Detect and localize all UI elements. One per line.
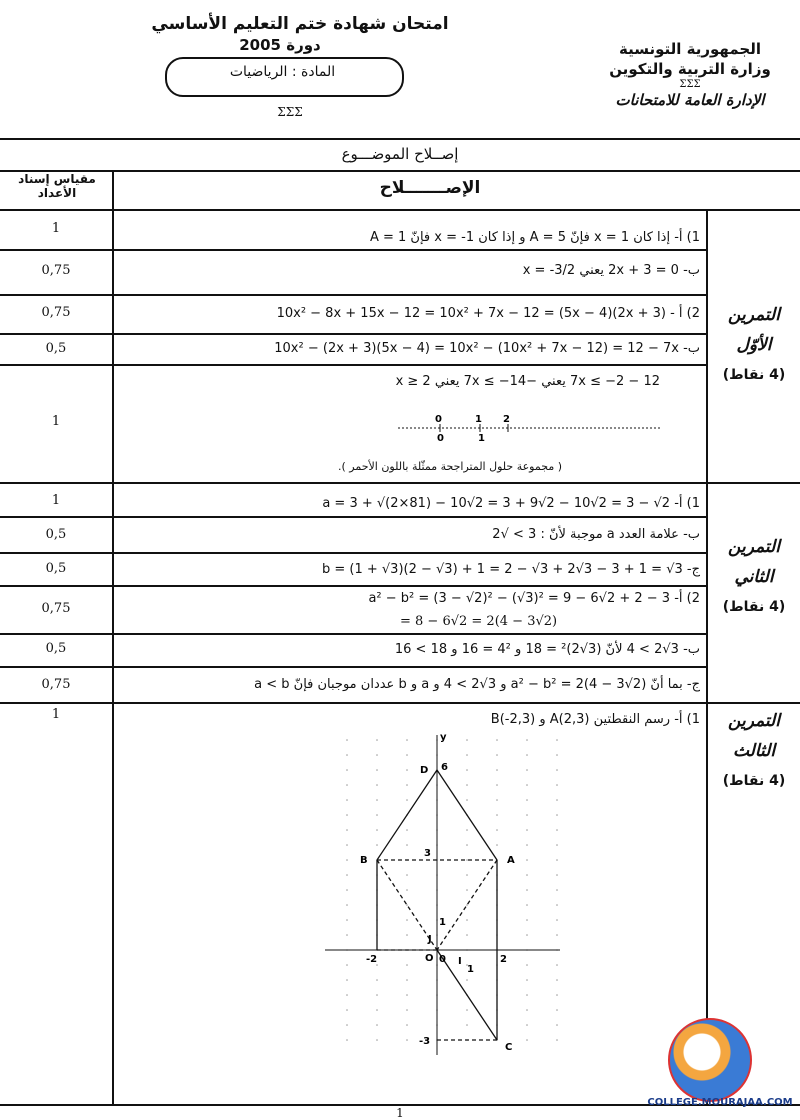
grid-dot bbox=[346, 799, 348, 801]
exam-title: امتحان شهادة ختم التعليم الأساسي bbox=[151, 14, 449, 34]
point-O-label: O bbox=[425, 953, 434, 964]
page-number: 1 bbox=[396, 1106, 404, 1120]
ex1-label bbox=[712, 300, 796, 390]
grid-dot bbox=[406, 784, 408, 786]
grid-dot bbox=[466, 829, 468, 831]
ex2-row-line bbox=[0, 552, 706, 554]
axis-y-label: y bbox=[440, 732, 447, 743]
stars-left: ΣΣΣ bbox=[277, 105, 303, 119]
grid-dot bbox=[406, 919, 408, 921]
grid-dot bbox=[376, 994, 378, 996]
ex1-row-line bbox=[0, 294, 706, 296]
grid-dot bbox=[526, 739, 528, 741]
tick-label: 3 bbox=[424, 848, 431, 859]
grid-dot bbox=[406, 994, 408, 996]
grid-dot bbox=[376, 799, 378, 801]
ex2-label bbox=[712, 532, 796, 622]
grid-dot bbox=[466, 889, 468, 891]
grid-dot bbox=[406, 964, 408, 966]
grid-dot bbox=[556, 814, 558, 816]
watermark-logo bbox=[668, 1018, 752, 1102]
grid-dot bbox=[526, 829, 528, 831]
point-B-label: B bbox=[360, 855, 368, 866]
ex1-bottom-line bbox=[0, 482, 800, 484]
ex1-line: ب- 10x² − (2x + 3)(5x − 4) = 10x² − (10x² + 7x − 12) = 12 − 7x bbox=[274, 341, 700, 356]
grid-dot bbox=[346, 784, 348, 786]
subject-label: المادة : الرياضيات bbox=[229, 64, 336, 80]
grid-dot bbox=[466, 934, 468, 936]
administration-name: الإدارة العامة للامتحانات bbox=[615, 91, 765, 109]
grid-dot bbox=[346, 739, 348, 741]
grid-dot bbox=[556, 979, 558, 981]
ex1-score: 0,75 bbox=[41, 263, 71, 278]
grid-dot bbox=[406, 1039, 408, 1041]
grid-dot bbox=[376, 1024, 378, 1026]
ex3-label bbox=[712, 706, 796, 796]
grid-dot bbox=[346, 919, 348, 921]
ex2-row-line bbox=[0, 633, 706, 635]
ex2-line: ج- بما أنّ a² − b² = 2(4 − 3√2) و 3√2 > 4 و a و b عددان موجبان فإنّ a < b bbox=[254, 677, 700, 692]
grid-dot bbox=[556, 754, 558, 756]
point-D-label: D bbox=[420, 765, 429, 776]
ex1-line: 1) أ- إذا كان x = 1 فإنّ A = 5 و إذا كان x = -1 فإنّ A = 1 bbox=[369, 230, 700, 245]
tick-label: 6 bbox=[441, 762, 448, 773]
grid-dot bbox=[466, 799, 468, 801]
grid-dot bbox=[406, 1009, 408, 1011]
ex1-note: ( مجموعة حلول المتراجحة ممثّلة باللون الأحمر ). bbox=[337, 460, 562, 473]
grid-dot bbox=[346, 874, 348, 876]
ex1-score: 1 bbox=[51, 414, 61, 429]
scale-column-divider bbox=[112, 170, 114, 1105]
grid-dot bbox=[376, 1039, 378, 1041]
grid-dot bbox=[556, 799, 558, 801]
ex3-points: (4 نقاط) bbox=[722, 773, 786, 789]
ex2-line: = 8 − 6√2 = 2(4 − 3√2) bbox=[400, 614, 558, 629]
grid-dot bbox=[376, 1009, 378, 1011]
ex2-points: (4 نقاط) bbox=[722, 599, 786, 615]
grid-dot bbox=[346, 889, 348, 891]
grid-dot bbox=[406, 979, 408, 981]
grid-dot bbox=[466, 874, 468, 876]
scale-header: مقياس إسناد الأعداد bbox=[18, 172, 96, 200]
ex3-score: 1 bbox=[51, 707, 61, 722]
grid-dot bbox=[556, 919, 558, 921]
grid-dot bbox=[496, 829, 498, 831]
grid-dot bbox=[406, 754, 408, 756]
correction-header: الإصـــــــلاح bbox=[379, 178, 481, 198]
ex3-title: التمرين الثالث bbox=[728, 711, 780, 761]
grid-dot bbox=[406, 934, 408, 936]
grid-dot bbox=[376, 979, 378, 981]
grid-dot bbox=[346, 964, 348, 966]
grid-dot bbox=[556, 829, 558, 831]
grid-dot bbox=[466, 1024, 468, 1026]
grid-dot bbox=[466, 1009, 468, 1011]
grid-dot bbox=[466, 784, 468, 786]
ex1-number-line bbox=[390, 408, 670, 444]
grid-dot bbox=[556, 1009, 558, 1011]
grid-dot bbox=[556, 904, 558, 906]
grid-dot bbox=[346, 994, 348, 996]
ex2-score: 0,75 bbox=[41, 601, 71, 616]
exam-session: دورة 2005 bbox=[239, 36, 321, 54]
grid-dot bbox=[526, 874, 528, 876]
ex1-points: (4 نقاط) bbox=[722, 367, 786, 383]
republic-name: الجمهورية التونسية bbox=[619, 40, 761, 58]
grid-dot bbox=[556, 889, 558, 891]
grid-dot bbox=[526, 994, 528, 996]
grid-dot bbox=[466, 769, 468, 771]
number-line-label: 1 bbox=[475, 414, 482, 425]
point-A-label: A bbox=[507, 855, 515, 866]
grid-dot bbox=[526, 964, 528, 966]
grid-dot bbox=[526, 754, 528, 756]
grid-dot bbox=[376, 754, 378, 756]
grid-dot bbox=[556, 1039, 558, 1041]
label-column-divider bbox=[706, 209, 708, 1105]
grid-dot bbox=[466, 739, 468, 741]
grid-dot bbox=[526, 904, 528, 906]
grid-dot bbox=[346, 844, 348, 846]
ex1-score: 1 bbox=[51, 221, 61, 236]
document-title: إصــلاح الموضـــوع bbox=[341, 145, 459, 163]
grid-dot bbox=[556, 739, 558, 741]
grid-dot bbox=[556, 859, 558, 861]
grid-dot bbox=[556, 769, 558, 771]
grid-dot bbox=[466, 904, 468, 906]
ex1-line: 12 − 7x ≤ −2 يعني −7x ≤ −14 يعني x ≥ 2 bbox=[395, 374, 660, 389]
grid-dot bbox=[496, 739, 498, 741]
grid-dot bbox=[556, 1024, 558, 1026]
grid-dot bbox=[406, 769, 408, 771]
grid-dot bbox=[556, 784, 558, 786]
grid-dot bbox=[526, 979, 528, 981]
grid-dot bbox=[496, 799, 498, 801]
grid-dot bbox=[466, 979, 468, 981]
grid-dot bbox=[406, 829, 408, 831]
point-I-label: I bbox=[458, 956, 462, 967]
segment-D-B bbox=[377, 770, 437, 860]
grid-dot bbox=[376, 769, 378, 771]
number-line-label: 1 bbox=[478, 433, 485, 444]
grid-dot bbox=[346, 934, 348, 936]
tick-label: -2 bbox=[366, 954, 378, 965]
ex3-figure bbox=[320, 730, 570, 1060]
grid-dot bbox=[406, 904, 408, 906]
grid-dot bbox=[376, 784, 378, 786]
grid-dot bbox=[556, 934, 558, 936]
grid-dot bbox=[406, 1024, 408, 1026]
grid-dot bbox=[496, 844, 498, 846]
grid-dot bbox=[526, 844, 528, 846]
ex2-title: التمرين الثاني bbox=[728, 537, 780, 587]
segment-D-A bbox=[437, 770, 497, 860]
watermark-text: COLLEGE.MOURAJAA.COM bbox=[647, 1097, 793, 1108]
grid-dot bbox=[406, 844, 408, 846]
grid-dot bbox=[556, 844, 558, 846]
rule-header-top bbox=[0, 170, 800, 172]
rule-top bbox=[0, 138, 800, 140]
ex2-score: 1 bbox=[51, 493, 61, 508]
grid-dot bbox=[526, 769, 528, 771]
ex1-score: 0,5 bbox=[45, 341, 67, 356]
tick-label: 1 bbox=[439, 917, 446, 928]
ministry-name: وزارة التربية والتكوين bbox=[609, 60, 771, 78]
tick-label: 2 bbox=[500, 954, 507, 965]
grid-dot bbox=[526, 784, 528, 786]
grid-dot bbox=[526, 919, 528, 921]
grid-dot bbox=[346, 814, 348, 816]
ex2-score: 0,75 bbox=[41, 677, 71, 692]
ex1-line: 2) أ - (2x + 3)(5x − 4) = 10x² − 8x + 15x − 12 = 10x² + 7x − 12 bbox=[276, 306, 700, 321]
grid-dot bbox=[376, 844, 378, 846]
grid-dot bbox=[556, 994, 558, 996]
point-J-label: J bbox=[428, 934, 432, 945]
ex2-score: 0,5 bbox=[45, 641, 67, 656]
grid-dot bbox=[466, 859, 468, 861]
grid-dot bbox=[496, 754, 498, 756]
ex2-line: 1) أ- a = 3 + √(2×81) − 10√2 = 3 + 9√2 − 10√2 = 3 − √2 bbox=[322, 496, 700, 511]
stars-right: ΣΣΣ bbox=[679, 79, 701, 90]
ex2-line: 2) أ- a² − b² = (3 − √2)² − (√3)² = 9 − 6√2 + 2 − 3 bbox=[368, 591, 700, 606]
ex1-line: ب- 2x + 3 = 0 يعني x = -3/2 bbox=[522, 263, 700, 278]
tick-label: -3 bbox=[419, 1036, 431, 1047]
grid-dot bbox=[346, 829, 348, 831]
ex2-score: 0,5 bbox=[45, 561, 67, 576]
ex2-row-line bbox=[0, 585, 706, 587]
tick-label: 1 bbox=[467, 964, 474, 975]
point-C-label: C bbox=[505, 1042, 513, 1053]
ex1-row-line bbox=[0, 333, 706, 335]
grid-dot bbox=[496, 784, 498, 786]
ex1-title: التمرين الأوّل bbox=[728, 305, 780, 355]
grid-dot bbox=[556, 874, 558, 876]
number-line-label: 0 bbox=[435, 414, 442, 425]
grid-dot bbox=[406, 799, 408, 801]
number-line-label: 0 bbox=[437, 433, 444, 444]
grid-dot bbox=[406, 874, 408, 876]
ex1-row-line bbox=[0, 364, 706, 366]
grid-dot bbox=[346, 754, 348, 756]
grid-dot bbox=[346, 859, 348, 861]
grid-dot bbox=[406, 739, 408, 741]
number-line-label: 2 bbox=[503, 414, 510, 425]
ex3-line: 1) أ- رسم النقطتين A(2,3) و B(-2,3) bbox=[490, 712, 700, 727]
ex1-row-line bbox=[0, 249, 706, 251]
grid-dot bbox=[466, 919, 468, 921]
grid-dot bbox=[376, 814, 378, 816]
rule-header-bottom bbox=[0, 209, 800, 211]
grid-dot bbox=[376, 829, 378, 831]
ex2-bottom-line bbox=[0, 702, 800, 704]
grid-dot bbox=[406, 889, 408, 891]
ex2-line: ب- علامة العدد a موجبة لأنّ : 3 > √2 bbox=[492, 527, 700, 542]
grid-dot bbox=[496, 769, 498, 771]
ex2-score: 0,5 bbox=[45, 527, 67, 542]
tick-label: 0 bbox=[439, 954, 446, 965]
ex2-row-line bbox=[0, 666, 706, 668]
grid-dot bbox=[376, 739, 378, 741]
grid-dot bbox=[526, 799, 528, 801]
grid-dot bbox=[346, 979, 348, 981]
grid-dot bbox=[526, 934, 528, 936]
grid-dot bbox=[346, 904, 348, 906]
grid-dot bbox=[346, 1009, 348, 1011]
grid-dot bbox=[346, 1024, 348, 1026]
grid-dot bbox=[526, 889, 528, 891]
ex2-line: ج- b = (1 + √3)(2 − √3) + 1 = 2 − √3 + 2√3 − 3 + 1 = √3 bbox=[321, 562, 700, 577]
grid-dot bbox=[346, 1039, 348, 1041]
ex1-score: 0,75 bbox=[41, 305, 71, 320]
ex2-row-line bbox=[0, 516, 706, 518]
grid-dot bbox=[526, 859, 528, 861]
figure-grid bbox=[346, 739, 558, 1041]
grid-dot bbox=[526, 1024, 528, 1026]
grid-dot bbox=[496, 814, 498, 816]
ex2-line: ب- 3√2 > 4 لأنّ (3√2)² = 18 و 4² = 16 و 18 > 16 bbox=[394, 642, 700, 657]
grid-dot bbox=[346, 769, 348, 771]
grid-dot bbox=[526, 814, 528, 816]
grid-dot bbox=[556, 964, 558, 966]
grid-dot bbox=[526, 1009, 528, 1011]
grid-dot bbox=[466, 754, 468, 756]
grid-dot bbox=[526, 1039, 528, 1041]
grid-dot bbox=[466, 844, 468, 846]
